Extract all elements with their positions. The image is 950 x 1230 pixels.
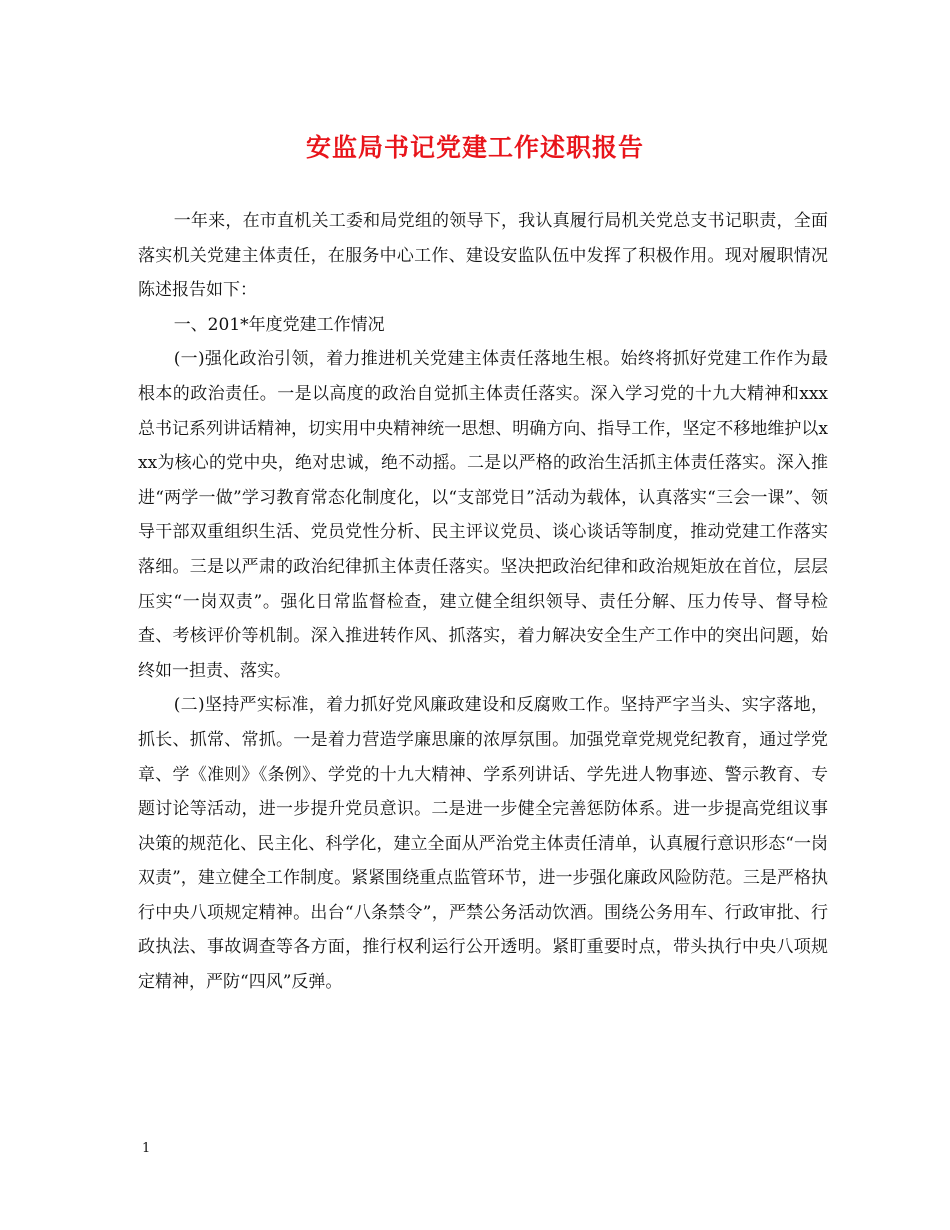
document-body (138, 204, 828, 1000)
intro-paragraph: 一年来，在市直机关工委和局党组的领导下，我认真履行局机关党总支书记职责，全面落实机关党建主体责任，在服务中心工作、建设安监队伍中发挥了积极作用。现对履职情况陈述报告如下： (138, 211, 828, 301)
body-paragraph: (二)坚持严实标准，着力抓好党风廉政建设和反腐败工作。坚持严字当头、实字落地，抓长、抓常、常抓。一是着力营造学廉思廉的浓厚氛围。加强党章党规党纪教育，通过学党章、学《准则》《条例》、学党的十九大精神、学系列讲话、学先进人物事迹、警示教育、专题讨论等活动，进一步提升党员意识。二是进一步健全完善惩防体系。进一步提高党组议事决策的规范化、民主化、科学化，建立全面从严治党主体责任清单，认真履行意识形态“一岗双责”，建立健全工作制度。紧紧围绕重点监管环节，进一步强化廉政风险防范。三是严格执行中央八项规定精神。出台“八条禁令”，严禁公务活动饮酒。围绕公务用车、行政审批、行政执法、事故调查等各方面，推行权利运行公开透明。紧盯重要时点，带头执行中央八项规定精神，严防“四风”反弹。 (138, 695, 828, 993)
body-paragraph: (一)强化政治引领，着力推进机关党建主体责任落地生根。始终将抓好党建工作作为最根本的政治责任。一是以高度的政治自觉抓主体责任落实。深入学习党的十九大精神和xxx总书记系列讲话精神，切实用中央精神统一思想、明确方向、指导工作，坚定不移地维护以xxx为核心的党中央，绝对忠诚，绝不动摇。二是以严格的政治生活抓主体责任落实。深入推进“两学一做”学习教育常态化制度化，以“支部党日”活动为载体，认真落实“三会一课”、领导干部双重组织生活、党员党性分析、民主评议党员、谈心谈话等制度，推动党建工作落实落细。三是以严肃的政治纪律抓主体责任落实。坚决把政治纪律和政治规矩放在首位，层层压实“一岗双责”。强化日常监督检查，建立健全组织领导、责任分解、压力传导、督导检查、考核评价等机制。深入推进转作风、抓落实，着力解决安全生产工作中的突出问题，始终如一担责、落实。 (138, 349, 828, 681)
section-heading: 一、201*年度党建工作情况 (173, 314, 385, 335)
page-number: 1 (142, 1141, 151, 1156)
document-title: 安监局书记党建工作述职报告 (305, 133, 644, 162)
